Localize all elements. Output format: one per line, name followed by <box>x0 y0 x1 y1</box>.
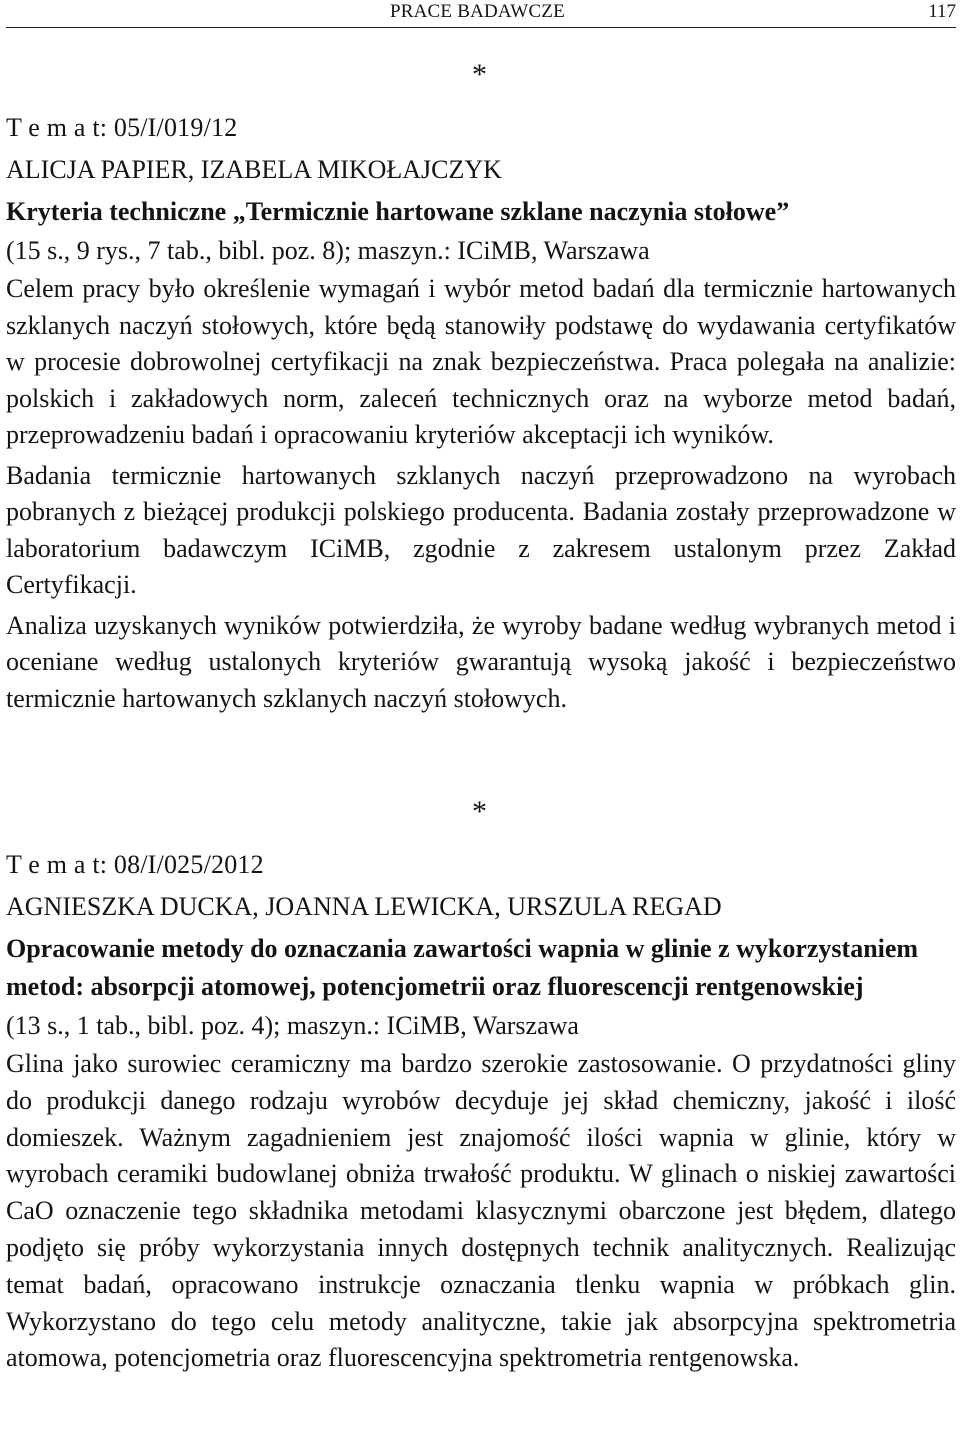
entry-authors: AGNIESZKA DUCKA, JOANNA LEWICKA, URSZULA REGAD <box>6 892 722 921</box>
entry-topic-number: T e m a t: 05/I/019/12 <box>6 113 238 142</box>
entry-authors: ALICJA PAPIER, IZABELA MIKOŁAJCZYK <box>6 155 502 184</box>
abstract-paragraph: Analiza uzyskanych wyników potwierdziła, że wyroby badane według wybranych metod i oceniane według ustalonych kryteriów gwarantują wysoką jakość i bezpieczeństwo termicznie hartowanych szklanych naczyń stołowych. <box>6 610 956 713</box>
entry-title: Kryteria techniczne „Termicznie hartowane szklane naczynia stołowe” <box>6 197 790 226</box>
entry-topic-number: T e m a t: 08/I/025/2012 <box>6 850 264 879</box>
running-title: PRACE BADAWCZE <box>390 1 565 22</box>
section-separator-asterisk: * <box>472 795 487 828</box>
entry-abstract <box>6 271 956 717</box>
entry-bibliographic-info: (13 s., 1 tab., bibl. poz. 4); maszyn.: ICiMB, Warszawa <box>6 1011 579 1040</box>
section-separator-asterisk: * <box>472 58 487 91</box>
abstract-paragraph: Celem pracy było określenie wymagań i wybór metod badań dla termicznie hartowanych szklanych naczyń stołowych, które będą stanowiły podstawę do wydawania certyfikatów w procesie dobrowolnej certyfikacji na znak bezpieczeństwa. Praca polegała na analizie: polskich i zakładowych norm, zaleceń technicznych oraz na wyborze metod badań, przeprowadzeniu badań i opracowaniu kryteriów akceptacji ich wyników. <box>6 274 956 449</box>
entry-abstract <box>6 1046 956 1377</box>
report-entry <box>6 109 956 721</box>
abstract-paragraph: Badania termicznie hartowanych szklanych naczyń przeprowadzono na wyrobach pobranych z bieżącej produkcji polskiego producenta. Badania zostały przeprowadzone w laboratorium badawczym ICiMB, zgodnie z zakresem ustalonym przez Zakład Certyfikacji. <box>6 460 956 599</box>
running-header <box>6 1 956 27</box>
page-number: 117 <box>928 1 956 22</box>
abstract-paragraph: Glina jako surowiec ceramiczny ma bardzo szerokie zastosowanie. O przydatności gliny do produkcji danego rodzaju wyrobów decyduje jej skład chemiczny, jakość i ilość domieszek. Ważnym zagadnieniem jest znajomość ilości wapnia w glinie, który w wyrobach ceramiki budowlanej obniża trwałość produktu. W glinach o niskiej zawartości CaO oznaczenie tego składnika metodami klasycznymi obarczone jest błędem, dlatego podjęto się próby wykorzystania innych dostępnych technik analitycznych. Realizując temat badań, opracowano instrukcje oznaczania tlenku wapnia w próbkach glin. Wykorzystano do tego celu metody analityczne, takie jak absorpcyjna spektrometria atomowa, potencjometria oraz fluorescencyjna spektrometria rentgenowska. <box>6 1049 956 1373</box>
entry-title: Opracowanie metody do oznaczania zawartości wapnia w glinie z wykorzystaniem metod: absorpcji atomowej, potencjometrii oraz fluorescencji rentgenowskiej <box>6 934 919 1001</box>
header-rule <box>6 27 956 28</box>
report-entry <box>6 846 956 1381</box>
entry-bibliographic-info: (15 s., 9 rys., 7 tab., bibl. poz. 8); maszyn.: ICiMB, Warszawa <box>6 236 650 265</box>
